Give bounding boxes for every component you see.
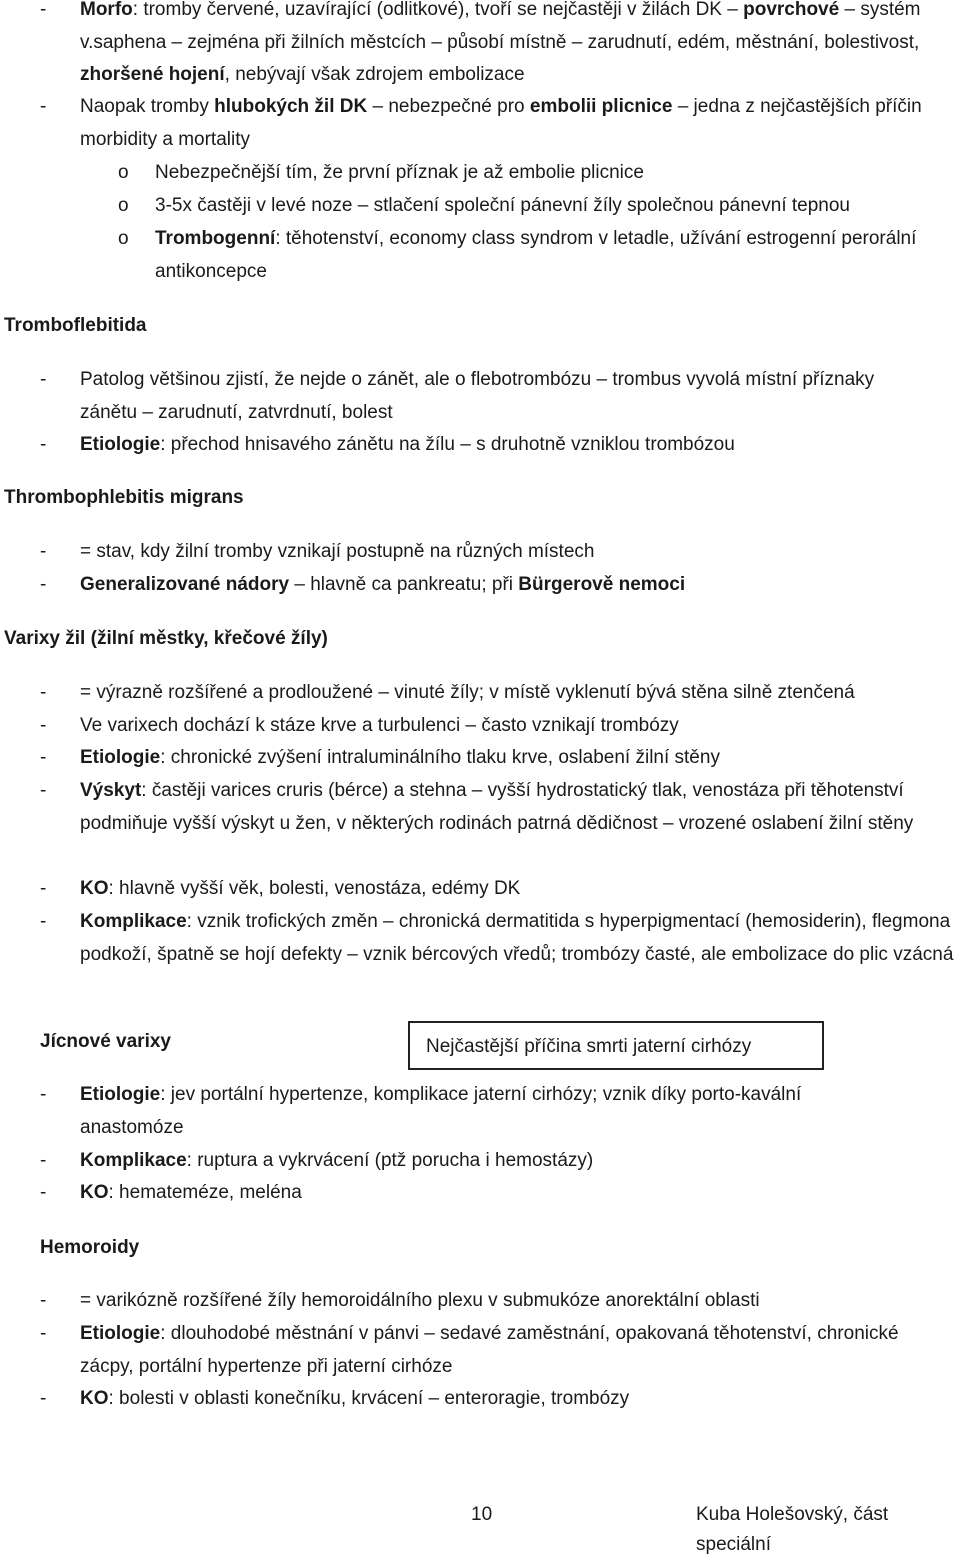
morfo-bold: povrchové [743,0,840,20]
callout-box [408,1021,824,1070]
morfo-text-2: – systém v.saphena – zejména při žilních městcích – působí místně – zarudnutí, edém, městnání, bolestivost, [80,0,921,53]
bullet-dash: - [40,878,47,899]
bullet-dash: - [40,434,47,455]
list-item [80,1079,900,1144]
item-label: Komplikace [80,911,187,932]
item-text: : vznik trofických změn – chronická dermatitida s hyperpigmentací (hemosiderin), flegmona podkoží, špatně se hojí defekty – vznik bércových vředů; trombózy časté, ale embolizace do plic vzácná [80,911,954,965]
item-text: : přechod hnisavého zánětu na žílu – s druhotně vzniklou trombózou [160,434,735,455]
list-item: Ve varixech dochází k stáze krve a turbulenci – často vznikají trombózy [80,715,679,736]
bullet-dash: - [40,369,47,390]
section-heading: Thrombophlebitis migrans [4,487,244,508]
sub-item: Nebezpečnější tím, že první příznak je až embolie plicnice [155,162,644,183]
item-text: – hlavně ca pankreatu; při [289,574,519,595]
item-label: Etiologie [80,747,161,768]
item-text: : dlouhodobé městnání v pánvi – sedavé zaměstnání, opakovaná těhotenství, chronické zácpy, portální hypertenze při jaterní cirhóze [80,1323,899,1377]
morfo-text: : tromby červené, uzavírající (odlitkové), tvoří se nejčastěji v žilách DK – [132,0,744,20]
item-text: : častěji varices cruris (bérce) a stehna – vyšší hydrostatický tlak, venostáza při těhotenství podmiňuje vyšší výskyt u žen, v některých rodinách patrná dědičnost – vrozené oslabení žilní stěny [80,780,914,834]
bullet-circle: o [118,228,129,249]
bullet-dash: - [40,0,47,20]
bullet-dash: - [40,1323,47,1344]
item-text: : hlavně vyšší věk, bolesti, venostáza, edémy DK [108,878,521,899]
item-label: Etiologie [80,434,161,455]
item-label: Komplikace [80,1150,187,1171]
bullet-dash: - [40,1290,47,1311]
list-item [80,906,956,971]
bullet-circle: o [118,195,129,216]
page-number: 10 [471,1504,493,1525]
list-item [80,775,942,840]
bullet-dash: - [40,1150,47,1171]
naopak-text-3: – jedna z nejčastějších příčin morbidity a mortality [80,96,922,150]
item-text: : ruptura a vykrvácení (ptž porucha i hemostázy) [186,1150,594,1171]
list-item [80,742,720,775]
bullet-dash: - [40,541,47,562]
bullet-dash: - [40,96,47,117]
section-heading: Hemoroidy [40,1237,140,1258]
list-item [80,1145,593,1178]
item-label: KO [80,1182,109,1203]
bullet-dash: - [40,780,47,801]
naopak-paragraph [80,91,950,156]
footer-author: Kuba Holešovský, část speciální [696,1504,889,1555]
item-label: Etiologie [80,1084,161,1105]
morfo-bold-2: zhoršené hojení [80,64,225,85]
section-heading: Tromboflebitida [4,315,147,336]
section-heading: Varixy žil (žilní městky, křečové žíly) [4,628,328,649]
item-label: Výskyt [80,780,142,801]
list-item [80,1318,910,1383]
list-item: = stav, kdy žilní tromby vznikají postupně na různých místech [80,541,595,562]
trombogenni-text: : těhotenství, economy class syndrom v letadle, užívání estrogenní perorální antikoncepce [155,228,917,282]
item-label: Etiologie [80,1323,161,1344]
item-label: KO [80,1388,109,1409]
morfo-text-3: , nebývají však zdrojem embolizace [224,64,525,85]
list-item [80,1177,302,1210]
sub-item: 3-5x častěji v levé noze – stlačení společní pánevní žíly společnou pánevní tepnou [155,195,850,216]
bullet-dash: - [40,911,47,932]
bullet-dash: - [40,682,47,703]
bullet-dash: - [40,747,47,768]
list-item [80,873,520,906]
bullet-dash: - [40,574,47,595]
item-bold: Generalizované nádory [80,574,290,595]
trombogenni-label: Trombogenní [155,228,276,249]
list-item: Patolog většinou zjistí, že nejde o zánět, ale o flebotrombózu – trombus vyvolá místní příznaky zánětu – zarudnutí, zatvrdnutí, bolest [80,369,875,423]
bullet-dash: - [40,715,47,736]
list-item [80,569,685,602]
bullet-dash: - [40,1182,47,1203]
trombogenni-item [155,223,925,288]
item-label: KO [80,878,109,899]
item-bold-2: Bürgerově nemoci [518,574,686,595]
section-heading: Jícnové varixy [40,1031,171,1052]
item-text: : bolesti v oblasti konečníku, krvácení – enteroragie, trombózy [108,1388,630,1409]
naopak-text-2: – nebezpečné pro [367,96,530,117]
morfo-paragraph [80,0,950,92]
item-text: : jev portální hypertenze, komplikace jaterní cirhózy; vznik díky porto-kavální anastomóze [80,1084,802,1138]
item-text: : hemateméze, meléna [108,1182,302,1203]
morfo-label: Morfo [80,0,133,20]
callout-text: Nejčastější příčina smrti jaterní cirhózy [426,1036,752,1057]
naopak-bold-2: embolii plicnice [529,96,673,117]
bullet-dash: - [40,1084,47,1105]
list-item [80,1383,629,1416]
bullet-dash: - [40,1388,47,1409]
bullet-circle: o [118,162,129,183]
naopak-bold-1: hlubokých žil DK [214,96,368,117]
list-item: = varikózně rozšířené žíly hemoroidálního plexu v submukóze anorektální oblasti [80,1290,760,1311]
item-text: : chronické zvýšení intraluminálního tlaku krve, oslabení žilní stěny [160,747,720,768]
list-item: = výrazně rozšířené a prodloužené – vinuté žíly; v místě vyklenutí bývá stěna silně ztenčená [80,682,855,703]
list-item [80,429,735,462]
naopak-text: Naopak tromby [80,96,215,117]
